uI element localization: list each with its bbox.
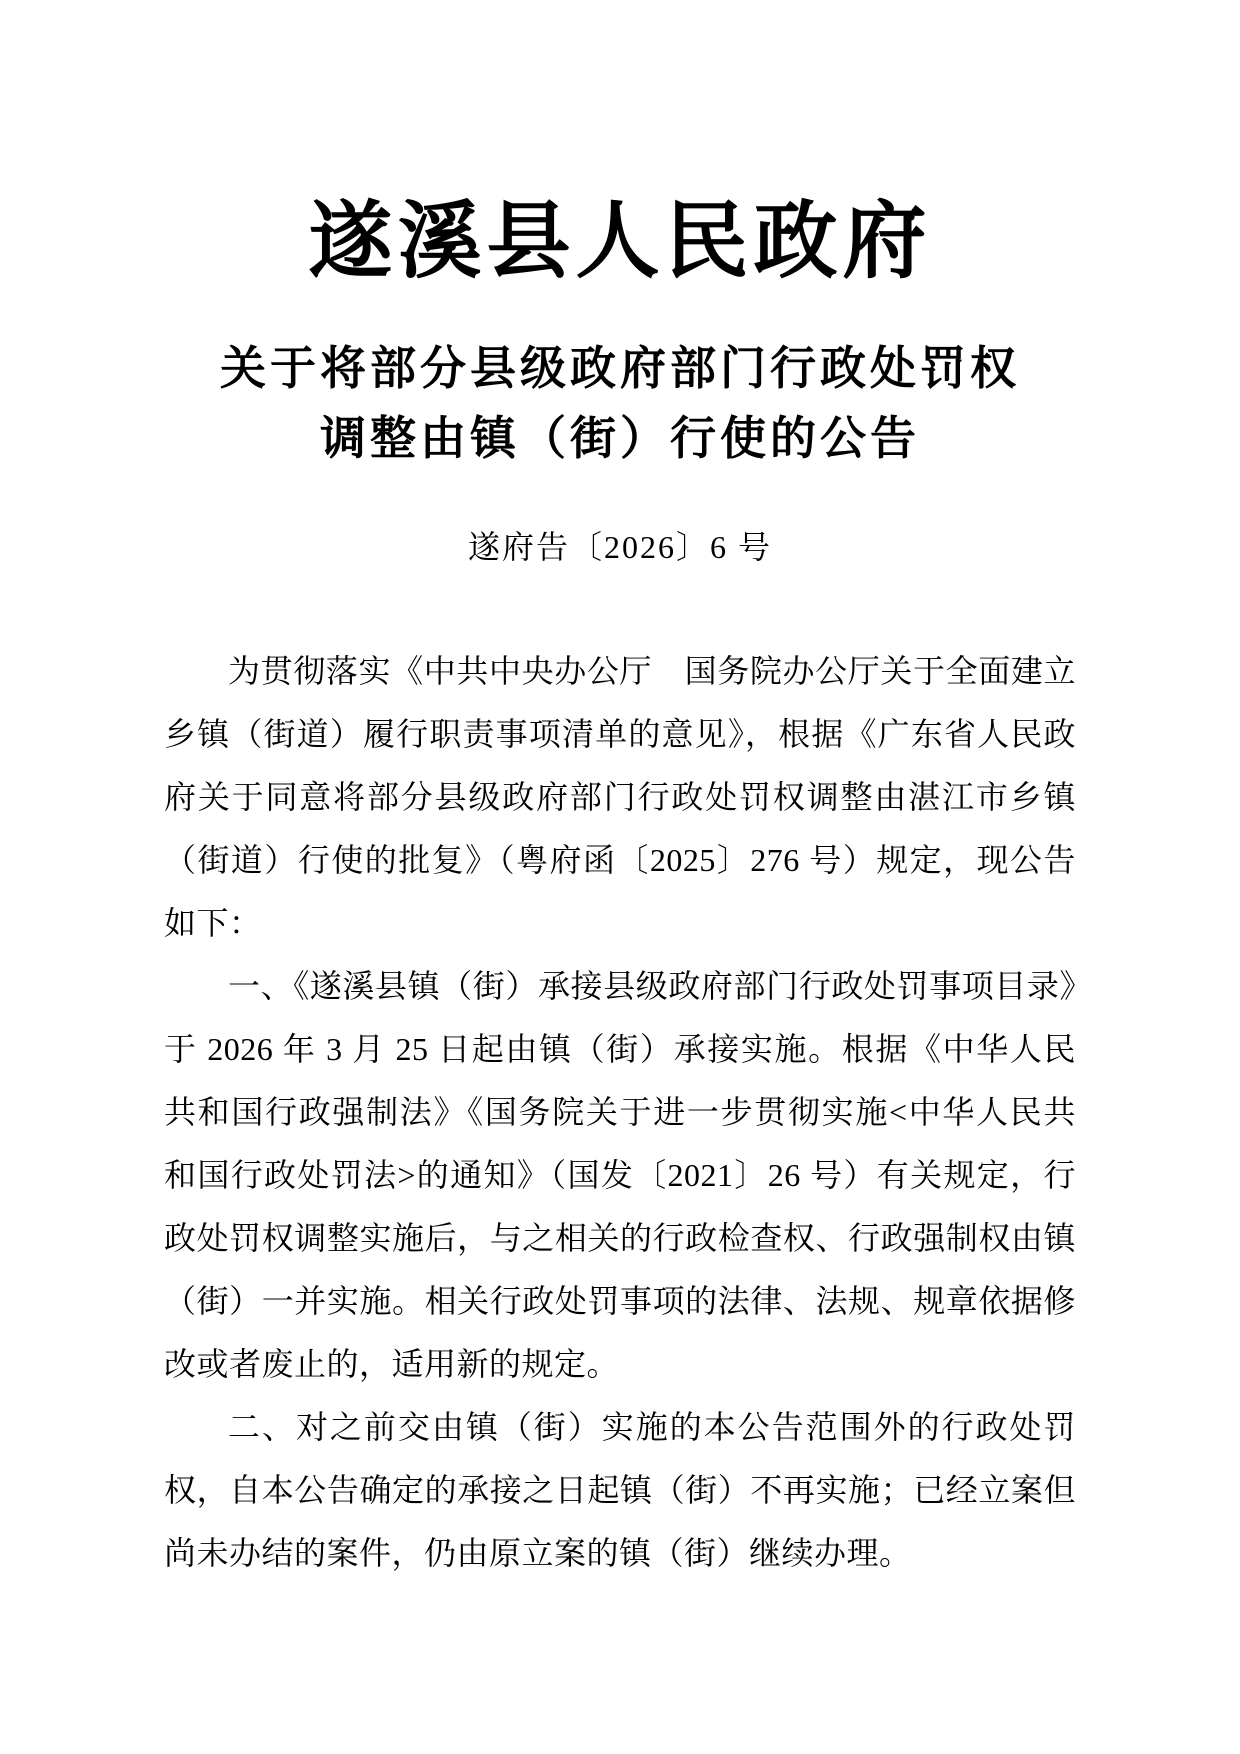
body-paragraph-item-1: 一、《遂溪县镇（街）承接县级政府部门行政处罚事项目录》于 2026 年 3 月 25 日起由镇（街）承接实施。根据《中华人民共和国行政强制法》《国务院关于进一步贯彻实施<中华人民共和国行政处罚法>的通知》（国发〔2021〕26 号）有关规定，行政处罚权调整实施后，与之相关的行政检查权、行政强制权由镇（街）一并实施。相关行政处罚事项的法律、法规、规章依据修改或者废止的，适用新的规定。 [164,967,1076,1382]
body-paragraph-item-2: 二、对之前交由镇（街）实施的本公告范围外的行政处罚权，自本公告确定的承接之日起镇（街）不再实施；已经立案但尚未办结的案件，仍由原立案的镇（街）继续办理。 [164,1408,1076,1571]
document-title [0,334,1240,474]
document-number: 遂府告〔2026〕6 号 [467,528,772,565]
document-title-line-2: 调整由镇（街）行使的公告 [320,412,920,464]
body-paragraph-intro: 为贯彻落实《中共中央办公厅 国务院办公厅关于全面建立乡镇（街道）履行职责事项清单的意见》，根据《广东省人民政府关于同意将部分县级政府部门行政处罚权调整由湛江市乡镇（街道）行使的批复》（粤府函〔2025〕276 号）规定，现公告如下： [164,652,1076,941]
document-body [164,640,1076,1585]
document-title-line-1: 关于将部分县级政府部门行政处罚权 [220,342,1020,394]
issuer-title: 遂溪县人民政府 [308,196,932,289]
